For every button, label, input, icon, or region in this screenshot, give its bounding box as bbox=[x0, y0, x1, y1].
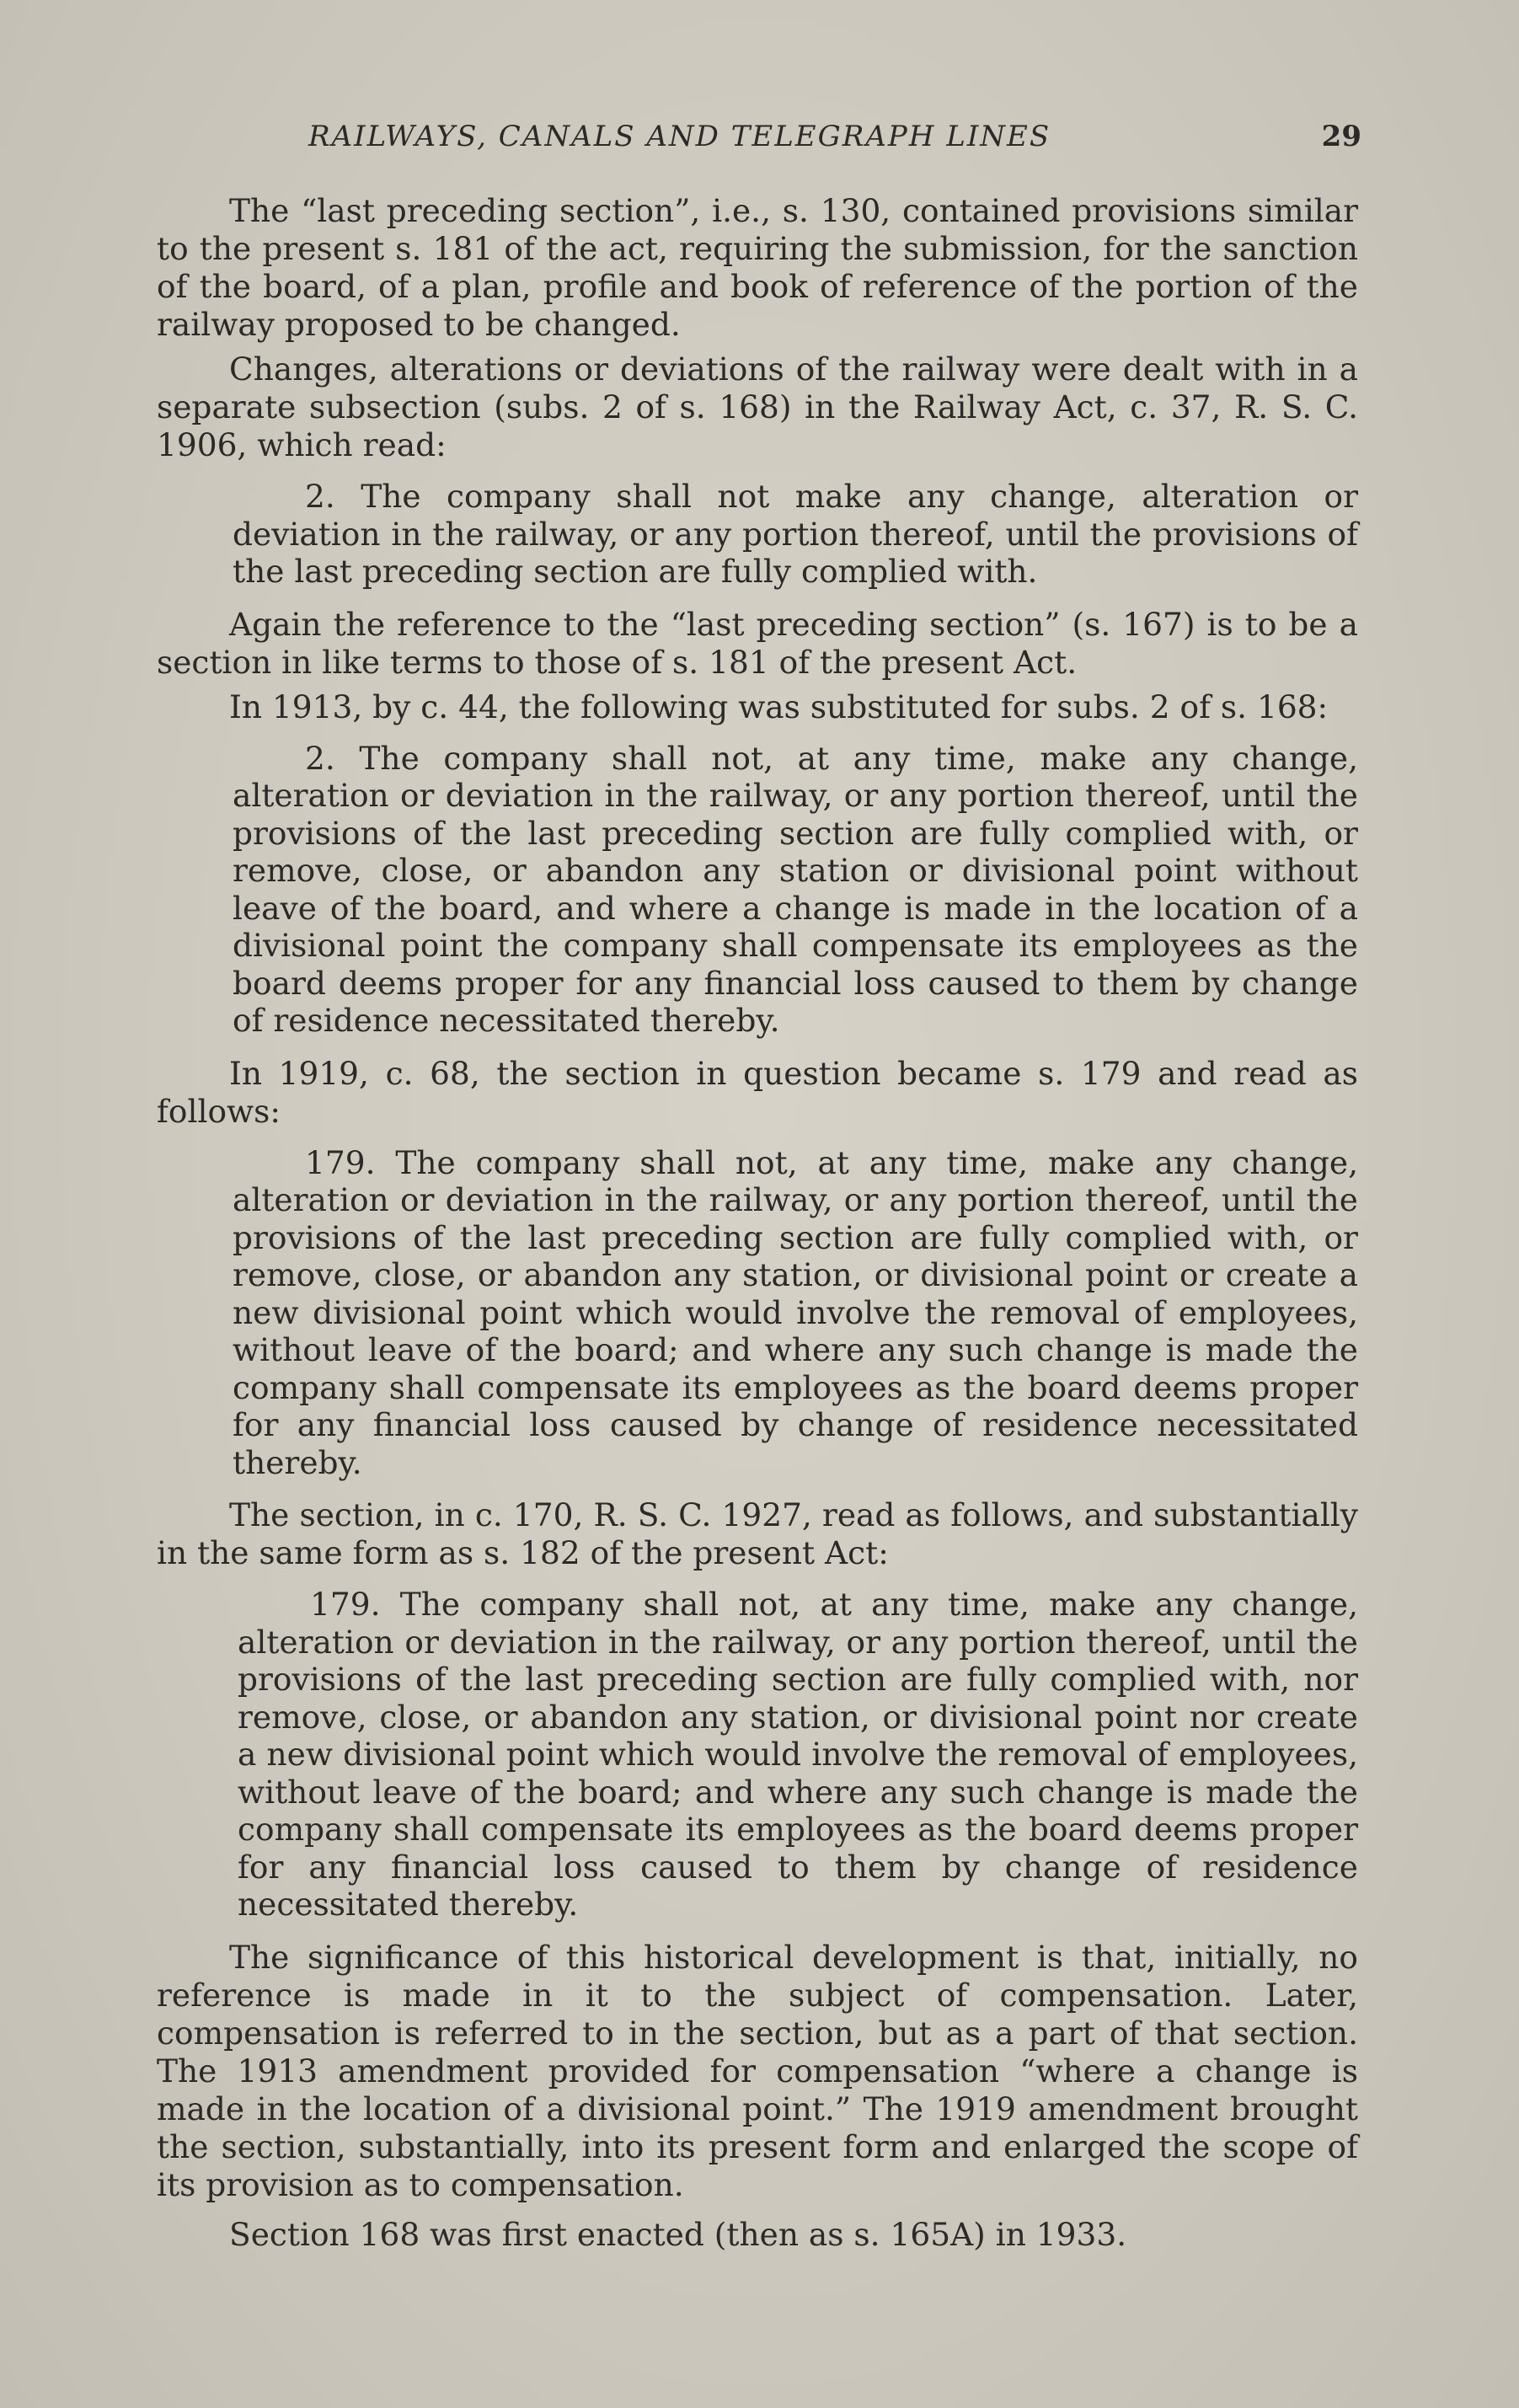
paragraph: In 1919, c. 68, the section in question became s. 179 and read as follows: bbox=[157, 1054, 1358, 1130]
paragraph: The “last preceding section”, i.e., s. 130, contained provisions similar to the present s. 181 of the act, requiring the submission, for the sanction of the board, of a plan, profile and book of reference of the portion of the railway proposed to be changed. bbox=[157, 192, 1358, 343]
page-body bbox=[157, 192, 1358, 2261]
block-quote: 2. The company shall not, at any time, make any change, alteration or deviation in the railway, or any portion thereof, until the provisions of the last preceding section are fully complied with, or remove, close, or abandon any station or divisional point without leave of the board, and where a change is made in the location of a divisional point the company shall compensate its employees as the board deems proper for any financial loss caused to them by change of residence necessitated thereby. bbox=[233, 739, 1358, 1039]
block-quote: 2. The company shall not make any change, alteration or deviation in the railway, or any portion thereof, until the provisions of the last preceding section are fully complied with. bbox=[233, 478, 1358, 590]
running-title: RAILWAYS, CANALS AND TELEGRAPH LINES bbox=[308, 120, 1051, 153]
block-quote: 179. The company shall not, at any time, make any change, alteration or deviation in the railway, or any portion thereof, until the provisions of the last preceding section are fully complied with, nor remove, close, or abandon any station, or divisional point nor create a new divisional point which would involve the removal of employees, without leave of the board; and where any such change is made the company shall compensate its employees as the board deems proper for any financial loss caused to them by change of residence necessitated thereby. bbox=[238, 1586, 1358, 1923]
page-number: 29 bbox=[1321, 120, 1361, 153]
paragraph: In 1913, by c. 44, the following was substituted for subs. 2 of s. 168: bbox=[229, 688, 1329, 725]
block-quote: 179. The company shall not, at any time, make any change, alteration or deviation in the railway, or any portion thereof, until the provisions of the last preceding section are fully complied with, or remove, close, or abandon any station, or divisional point or create a new divisional point which would involve the removal of employees, without leave of the board; and where any such change is made the company shall compensate its employees as the board deems proper for any financial loss caused by change of residence necessitated thereby. bbox=[233, 1143, 1358, 1481]
paragraph: The section, in c. 170, R. S. C. 1927, read as follows, and substantially in the same form as s. 182 of the present Act: bbox=[157, 1496, 1358, 1571]
paragraph: Section 168 was first enacted (then as s. 165A) in 1933. bbox=[229, 2215, 1127, 2253]
page-header bbox=[157, 120, 1361, 158]
paragraph: Again the reference to the “last preceding section” (s. 167) is to be a section in like terms to those of s. 181 of the present Act. bbox=[157, 605, 1358, 681]
paragraph: The significance of this historical development is that, initially, no reference is made in it to the subject of compensation. Later, compensation is referred to in the section, but as a part of that section. The 1913 amendment provided for compensation “where a change is made in the location of a divisional point.” The 1919 amendment brought the section, substantially, into its present form and enlarged the scope of its provision as to compensation. bbox=[157, 1938, 1358, 2203]
paragraph: Changes, alterations or deviations of the railway were dealt with in a separate subsection (subs. 2 of s. 168) in the Railway Act, c. 37, R. S. C. 1906, which read: bbox=[157, 350, 1358, 463]
